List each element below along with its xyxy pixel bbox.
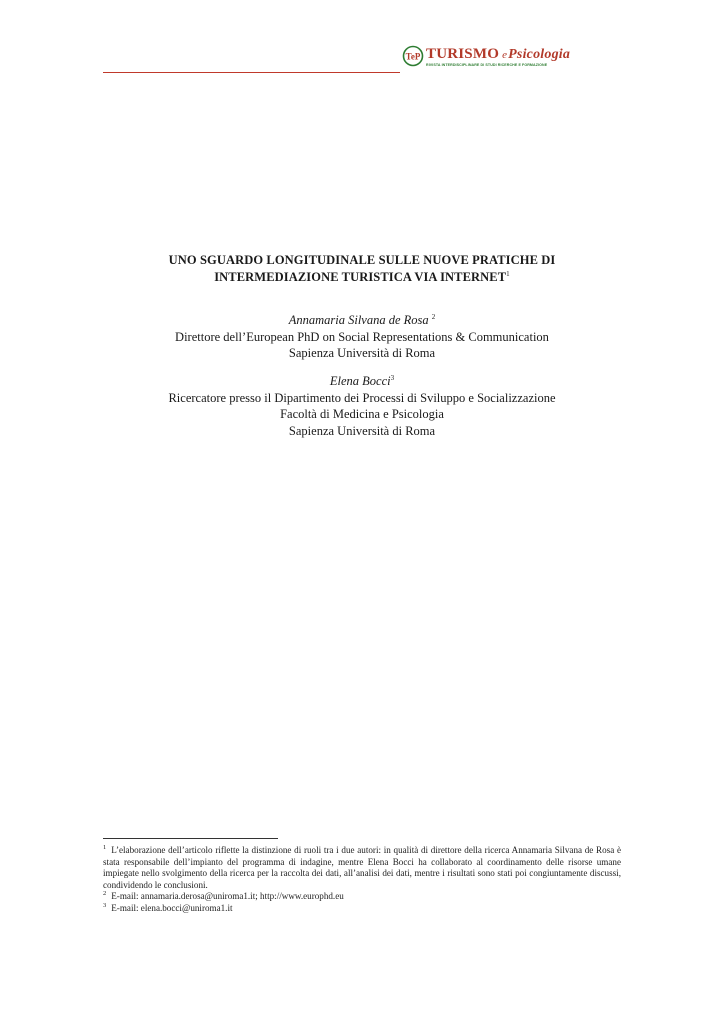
title-line-2-text: INTERMEDIAZIONE TURISTICA VIA INTERNET: [214, 270, 507, 284]
footnote-2-text: E-mail: annamaria.derosa@uniroma1.it; http://www.europhd.eu: [111, 891, 344, 902]
logo-word-e: e: [502, 49, 508, 61]
footnote-1: [103, 845, 621, 891]
author-1-name: Annamaria Silvana de Rosa: [288, 313, 429, 327]
author-2-role: Ricercatore presso il Dipartimento dei Processi di Sviluppo e Socializzazione: [168, 390, 556, 405]
author-block-1: [103, 312, 621, 362]
title-line-2: [103, 269, 621, 286]
journal-logo: [402, 44, 570, 74]
author-block-2: [103, 373, 621, 439]
logo-word-turismo: TURISMO: [426, 46, 500, 62]
svg-text:TeP: TeP: [405, 51, 421, 62]
author-2-name: Elena Bocci: [329, 374, 391, 388]
footnote-2: [103, 891, 621, 903]
title-footnote-ref: 1: [506, 269, 510, 278]
footnote-rule: [103, 838, 278, 839]
author-1-footnote-ref: 2: [431, 312, 436, 321]
footnote-1-number: 1: [103, 843, 107, 851]
title-line-1: UNO SGUARDO LONGITUDINALE SULLE NUOVE PRATICHE DI: [168, 253, 556, 267]
footnote-1-text: L’elaborazione dell’articolo riflette la distinzione di ruoli tra i due autori: in qualità di direttore della ricerca Annamaria Silvana de Rosa è stata responsabile dell’impianto del programma di indagine, mentre Elena Bocci ha collaborato al coordinamento delle risorse umane impiegate nello svolgimento della ricerca per la raccolta dei dati, all’analisi dei dati, mentre i risultati sono stati poi congiuntamente discussi, condividendo le conclusioni.: [103, 845, 621, 890]
author-1-role: Direttore dell’European PhD on Social Representations & Communication: [175, 329, 549, 344]
author-1: [103, 312, 621, 329]
article-title: [103, 252, 621, 286]
footnote-3: [103, 903, 621, 915]
footnote-3-number: 3: [103, 901, 107, 909]
logo-subtitle: RIVISTA INTERDISCIPLINARE DI STUDI RICERCHE E FORMAZIONE: [426, 63, 548, 67]
footnote-3-text: E-mail: elena.bocci@uniroma1.it: [111, 902, 233, 913]
logo-mark-icon: [402, 45, 424, 67]
author-2-affiliation: Sapienza Università di Roma: [288, 423, 436, 438]
author-1-affiliation: Sapienza Università di Roma: [288, 346, 436, 360]
footnote-2-number: 2: [103, 890, 107, 898]
header-rule: [103, 72, 400, 73]
logo-word-psicologia: Psicologia: [508, 47, 571, 62]
author-2-faculty: Facoltà di Medicina e Psicologia: [280, 407, 444, 421]
footnotes: [103, 845, 621, 915]
logo-wordmark: [426, 46, 570, 63]
author-2: [103, 373, 621, 390]
author-2-footnote-ref: 3: [390, 373, 395, 382]
